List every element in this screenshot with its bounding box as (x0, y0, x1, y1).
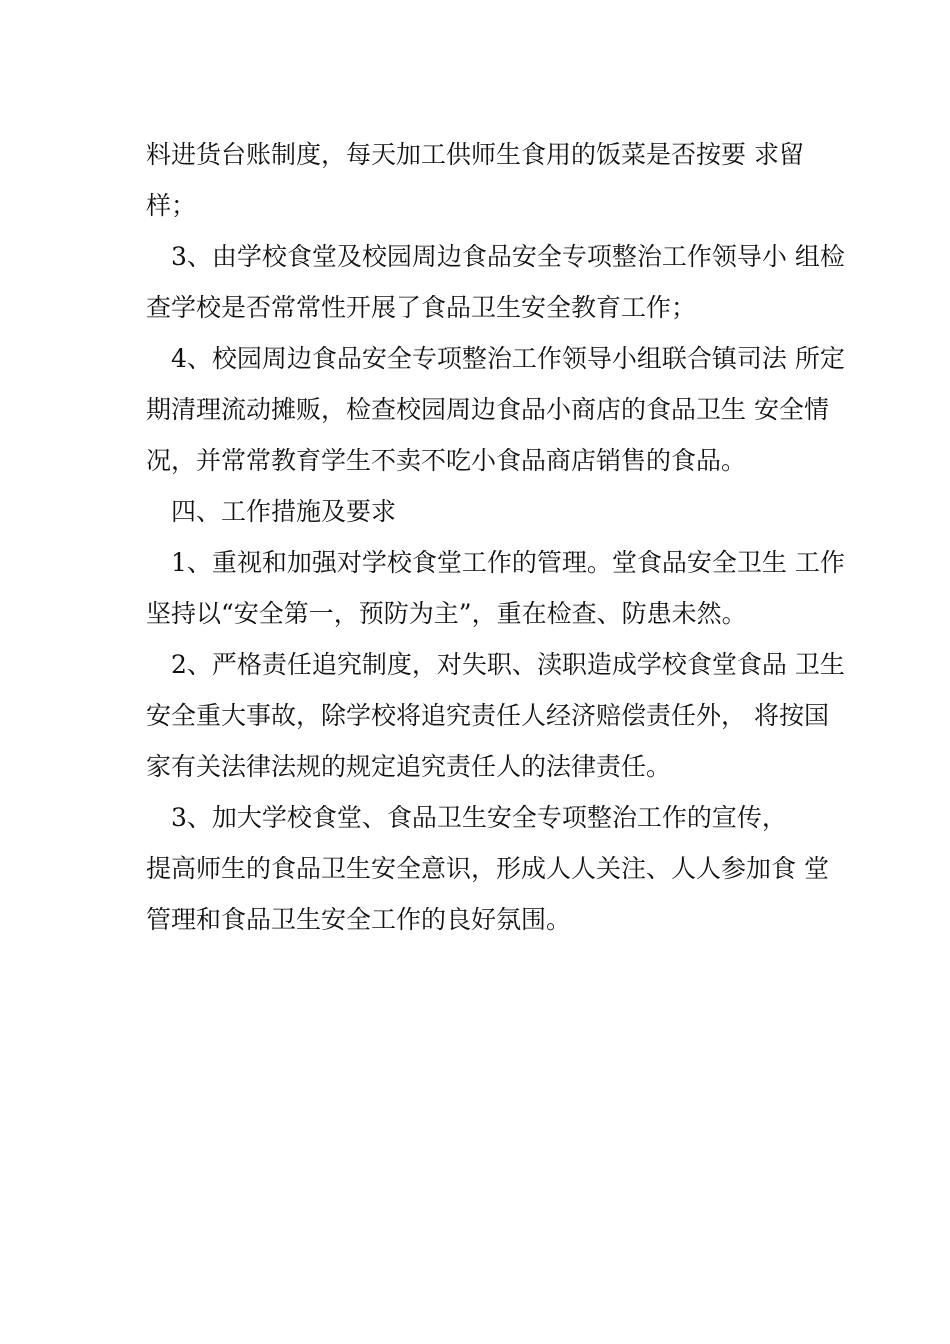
text-line: 2、严格责任追究制度，对失职、渎职造成学校食堂食品 卫生 (171, 650, 845, 679)
text-line: 坚持以“安全第一，预防为主”，重在检查、防患未然。 (146, 599, 747, 628)
text-line: 3、加大学校食堂、食品卫生安全专项整治工作的宣传， (171, 803, 787, 832)
text-line: 4、校园周边食品安全专项整治工作领导小组联合镇司法 所定 (171, 344, 845, 373)
text-line: 3、由学校食堂及校园周边食品安全专项整治工作领导小 组检 (171, 242, 845, 271)
text-line: 料进货台账制度，每天加工供师生食用的饭菜是否按要 求留 (146, 140, 804, 169)
paragraph-1 (146, 129, 846, 231)
text-line: 1、重视和加强对学校食堂工作的管理。堂食品安全卫生 工作 (171, 548, 845, 577)
heading-text: 四、工作措施及要求 (171, 497, 397, 526)
paragraph-7 (146, 792, 846, 945)
document-body (146, 129, 846, 945)
paragraph-2 (146, 231, 846, 333)
section-heading (146, 486, 846, 537)
text-line: 管理和食品卫生安全工作的良好氛围。 (146, 905, 572, 934)
paragraph-5 (146, 537, 846, 639)
text-line: 期清理流动摊贩，检查校园周边食品小商店的食品卫生 安全情 (146, 395, 829, 424)
paragraph-3 (146, 333, 846, 486)
text-line: 样； (146, 191, 197, 220)
paragraph-6 (146, 639, 846, 792)
text-line: 况，并常常教育学生不卖不吃小食品商店销售的食品。 (146, 446, 747, 475)
text-line: 家有关法律法规的规定追究责任人的法律责任。 (146, 752, 672, 781)
text-line: 查学校是否常常性开展了食品卫生安全教育工作； (146, 293, 697, 322)
text-line: 安全重大事故，除学校将追究责任人经济赔偿责任外， 将按国 (146, 701, 829, 730)
text-line: 提高师生的食品卫生安全意识，形成人人关注、人人参加食 堂 (146, 854, 829, 883)
